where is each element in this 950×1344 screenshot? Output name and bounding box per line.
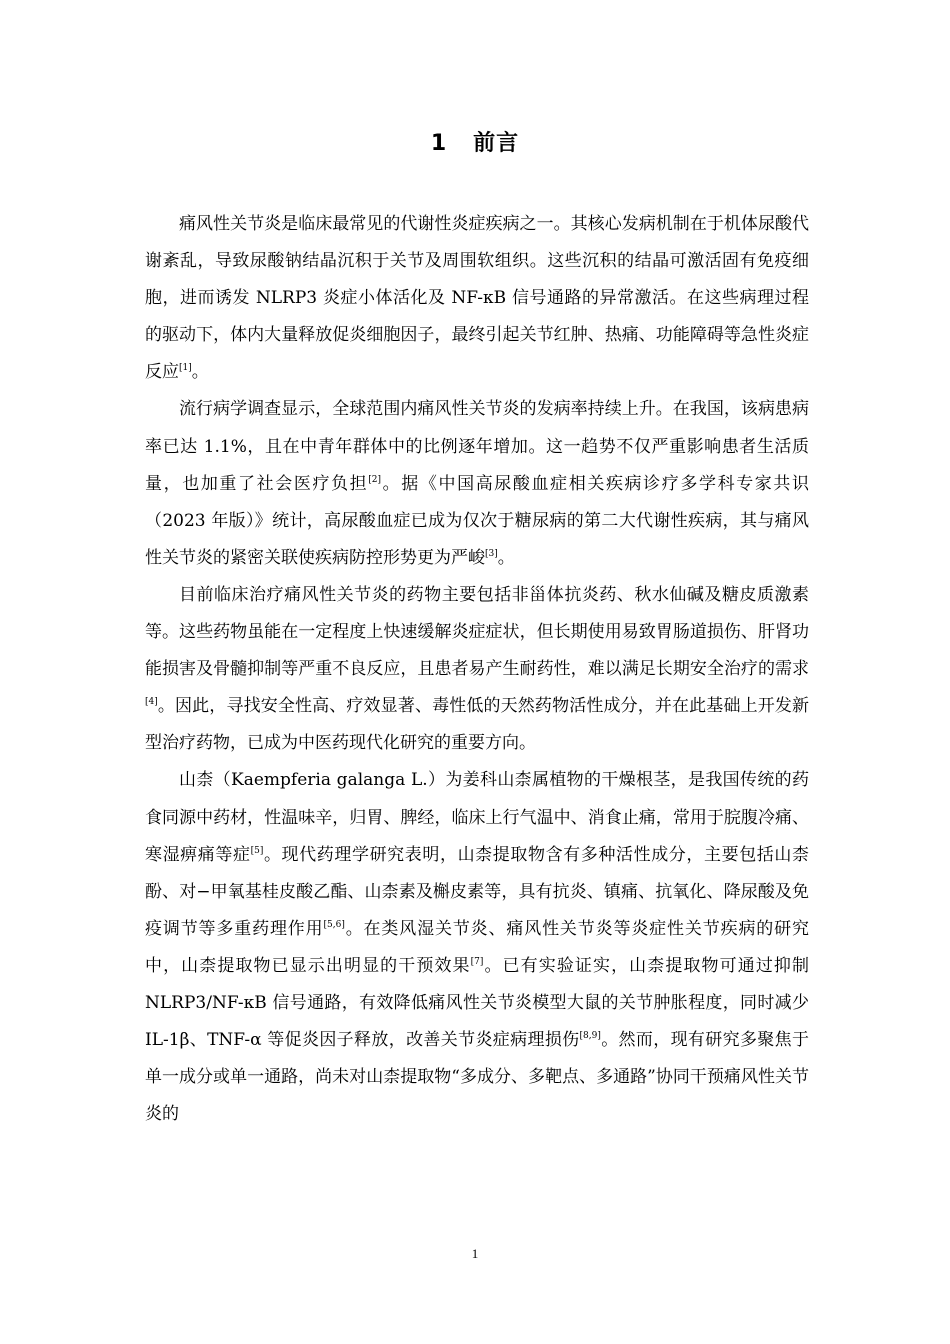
citation-reference: [5,6] xyxy=(323,919,345,930)
citation-reference: [1] xyxy=(179,363,192,374)
paragraph xyxy=(145,577,809,762)
paragraph-text: 。已有实验证实，山柰提取物可通过抑制 NLRP3/NF-κB 信号通路，有效降低痛风性关节炎模型大鼠的关节肿胀程度，同时减少 IL-1β、TNF-α 等促炎因子释放，改善关节炎症病理损伤 xyxy=(145,955,809,1051)
paragraph-text: 。然而，现有研究多聚焦于单一成分或单一通路，尚未对山柰提取物“多成分、多靶点、多通路”协同干预痛风性关节炎的 xyxy=(145,1030,810,1125)
paragraph-text: 。 xyxy=(191,362,209,383)
citation-reference: [7] xyxy=(470,956,484,967)
paragraph xyxy=(145,762,809,1133)
paragraph-text: 。据《中国高尿酸血症相关疾病诊疗多学科专家共识（2023 年版）》统计，高尿酸血症已成为仅次于糖尿病的第二大代谢性疾病，其与痛风性关节炎的紧密关联使疾病防控形势更为严峻 xyxy=(145,473,810,568)
paragraph-text: 。因此，寻找安全性高、疗效显著、毒性低的天然药物活性成分，并在此基础上开发新型治疗药物，已成为中医药现代化研究的重要方向。 xyxy=(145,696,809,754)
paragraph-text: 流行病学调查显示，全球范围内痛风性关节炎的发病率持续上升。在我国，该病患病率已达 1.1%，且在中青年群体中的比例逐年增加。这一趋势不仅严重影响患者生活质量，也加重了社会医疗负担 xyxy=(145,399,809,494)
paragraph-text: 目前临床治疗痛风性关节炎的药物主要包括非甾体抗炎药、秋水仙碱及糖皮质激素等。这些药物虽能在一定程度上快速缓解炎症症状，但长期使用易致胃肠道损伤、肝肾功能损害及骨髓抑制等严重不良反应，且患者易产生耐药性，难以满足长期安全治疗的需求 xyxy=(145,584,809,680)
section-number: 1 xyxy=(430,131,448,156)
paragraph xyxy=(145,391,809,576)
citation-reference: [3] xyxy=(485,548,498,559)
citation-reference: [4] xyxy=(145,697,158,708)
paragraph-text: 。 xyxy=(497,547,515,568)
paragraph-text: 痛风性关节炎是临床最常见的代谢性炎症疾病之一。其核心发病机制在于机体尿酸代谢紊乱，导致尿酸钠结晶沉积于关节及周围软组织。这些沉积的结晶可激活固有免疫细胞，进而诱发 NLRP3 炎症小体活化及 NF-κB 信号通路的异常激活。在这些病理过程的驱动下，体内大量释放促炎细胞因子，最终引起关节红肿、热痛、功能障碍等急性炎症反应 xyxy=(145,214,809,383)
paragraph xyxy=(145,206,809,391)
citation-reference: [8,9] xyxy=(579,1031,601,1042)
paragraph-text: 。现代药理学研究表明，山柰提取物含有多种活性成分，主要包括山柰酚、对−甲氧基桂皮酸乙酯、山柰素及槲皮素等，具有抗炎、镇痛、抗氧化、降尿酸及免疫调节等多重药理作用 xyxy=(145,844,809,939)
body-text xyxy=(145,206,809,1133)
paragraph-text: 山柰（Kaempferia galanga L.）为姜科山柰属植物的干燥根茎，是我国传统的药食同源中药材，性温味辛，归胃、脾经，临床上行气温中、消食止痛，常用于脘腹冷痛、寒湿痹痛等症 xyxy=(145,770,809,865)
page-number: 1 xyxy=(471,1246,479,1261)
section-heading xyxy=(0,126,950,157)
citation-reference: [2] xyxy=(368,474,382,485)
paragraph-text: 。在类风湿关节炎、痛风性关节炎等炎症性关节疾病的研究中，山柰提取物已显示出明显的干预效果 xyxy=(145,918,809,976)
citation-reference: [5] xyxy=(250,845,264,856)
section-title: 前言 xyxy=(473,131,520,156)
